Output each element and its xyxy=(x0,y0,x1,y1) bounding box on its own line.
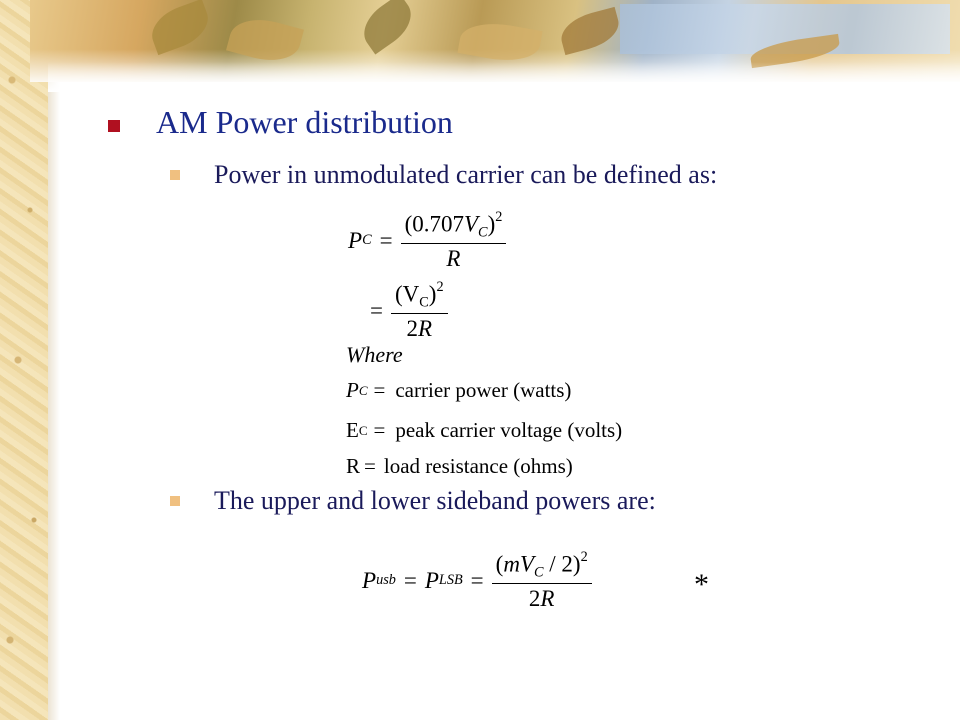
def2-text: load resistance (ohms) xyxy=(383,454,573,478)
eq3-denominator xyxy=(529,584,555,611)
eq1-numerator xyxy=(401,210,507,244)
def0-sub: C xyxy=(358,382,368,398)
eq2-fraction xyxy=(391,280,448,342)
eq2-den-var: R xyxy=(418,316,433,342)
asterisk-mark: * xyxy=(694,568,709,601)
eq3-num-v: V xyxy=(519,551,535,577)
bullet-text-sideband: The upper and lower sideband powers are: xyxy=(214,486,656,515)
eq3-equals-2: = xyxy=(470,567,484,593)
eq1-lhs-sub: C xyxy=(362,232,372,249)
eq1-num-var: V xyxy=(463,211,479,237)
def1-sub: C xyxy=(358,422,368,438)
eq2-num-close: ) xyxy=(428,281,437,307)
eq1-fraction xyxy=(401,210,507,272)
def2-sym: R xyxy=(346,454,361,478)
eq3-fraction xyxy=(492,550,592,612)
def0-text: carrier power (watts) xyxy=(395,378,572,402)
eq3-num-v-sub: C xyxy=(534,564,544,581)
def1-text: peak carrier voltage (volts) xyxy=(395,418,623,442)
eq3-p-lsb: P xyxy=(424,567,439,593)
eq1-num-open: (0.707 xyxy=(404,211,464,237)
def0-sym: P xyxy=(346,378,359,402)
eq3-num-exp: 2 xyxy=(580,549,588,565)
eq3-p-lsb-sub: LSB xyxy=(438,572,463,589)
eq2-num-sub: C xyxy=(419,294,429,311)
equation-carrier-power xyxy=(348,210,506,272)
eq2-equals: = xyxy=(370,297,383,323)
eq2-num-exp: 2 xyxy=(436,279,444,295)
eq2-den-coef: 2 xyxy=(406,316,418,342)
eq3-den-var: R xyxy=(540,586,555,612)
eq1-num-var-sub: C xyxy=(478,224,488,241)
eq3-p-usb: P xyxy=(362,567,377,593)
slide-heading: AM Power distribution xyxy=(156,104,453,140)
where-label: Where xyxy=(346,342,403,367)
eq1-lhs: P xyxy=(348,227,363,253)
eq3-p-usb-sub: usb xyxy=(376,572,396,589)
eq3-den-coef: 2 xyxy=(528,586,541,612)
def0-equals: = xyxy=(373,378,386,402)
heading-bullet xyxy=(108,120,120,132)
bullet-text-carrier: Power in unmodulated carrier can be defined as: xyxy=(214,160,718,189)
eq2-num-open: (V xyxy=(394,281,420,307)
equation-carrier-power-simplified xyxy=(362,280,448,342)
eq2-denominator xyxy=(407,314,433,341)
def1-sym: E xyxy=(346,418,359,442)
sub-bullet xyxy=(170,170,180,180)
definition-load-resistance xyxy=(346,454,573,479)
eq3-num-m: m xyxy=(503,551,520,577)
eq1-num-close: ) xyxy=(487,211,496,237)
definition-carrier-power xyxy=(346,378,571,403)
eq2-numerator xyxy=(391,280,448,314)
sub-bullet xyxy=(170,496,180,506)
eq3-num-div: / 2) xyxy=(549,551,581,577)
eq1-denominator: R xyxy=(446,246,461,272)
def1-equals: = xyxy=(373,418,386,442)
eq3-num-open: ( xyxy=(495,551,504,577)
eq1-equals: = xyxy=(379,227,393,253)
equation-sideband-power xyxy=(362,550,592,612)
def2-equals: = xyxy=(364,454,376,478)
definition-peak-carrier-voltage xyxy=(346,418,622,443)
eq1-num-exp: 2 xyxy=(495,209,503,225)
eq3-equals-1: = xyxy=(403,567,417,593)
eq3-numerator xyxy=(492,550,592,584)
